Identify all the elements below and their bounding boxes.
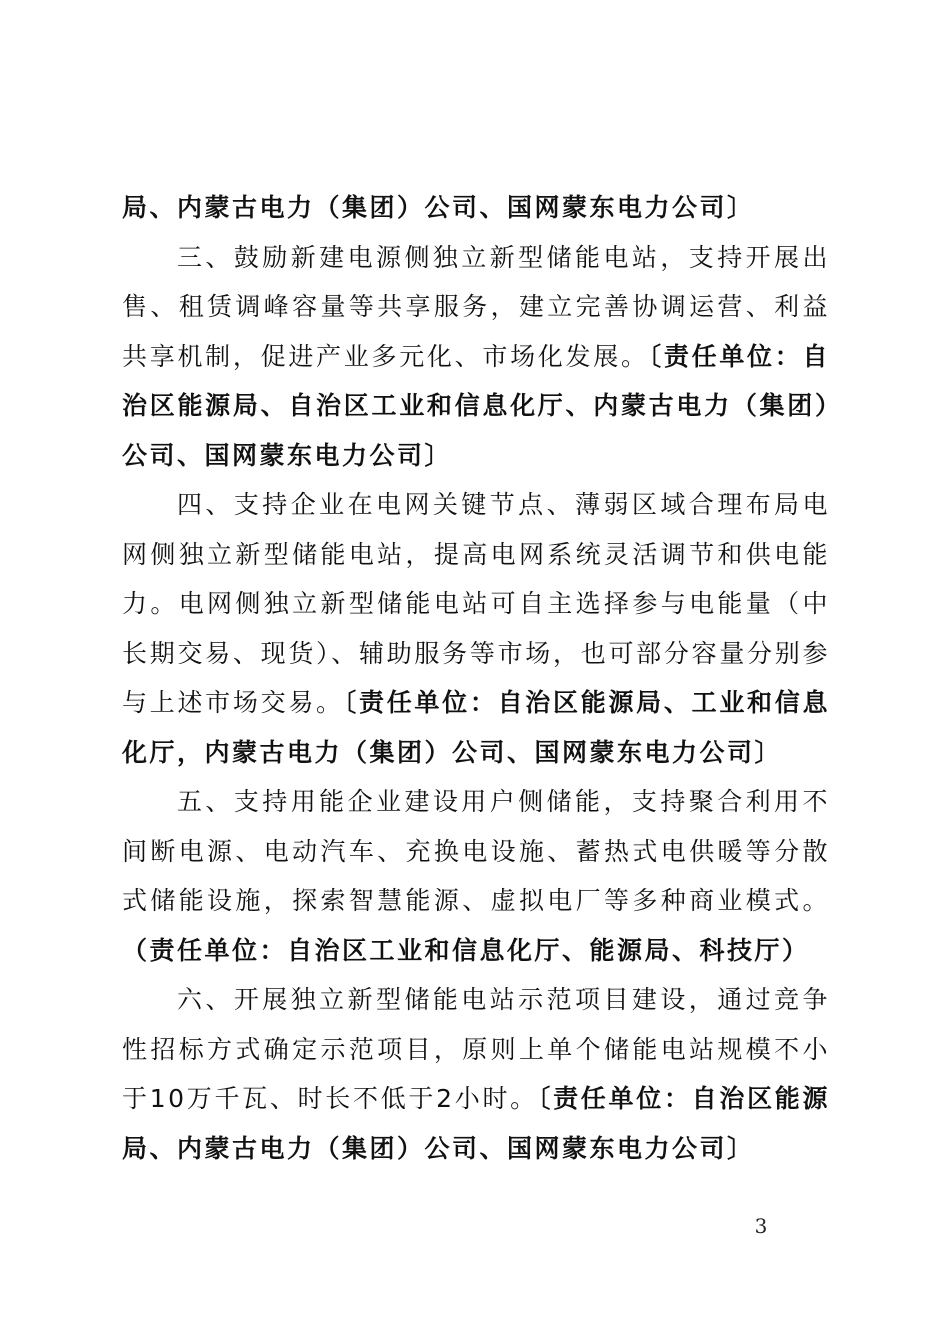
paragraph-item-3 [122,233,830,481]
paragraph-item-4 [122,480,830,777]
responsible-units: 〔责任单位：自治区能源局、自治区工业和信息化厅、内蒙古电力（集团）公司、国网蒙东电力公司〕 [122,341,830,470]
paragraph-text: 三、鼓励新建电源侧独立新型储能电站，支持开展出售、租赁调峰容量等共享服务，建立完善协调运营、利益共享机制，促进产业多元化、市场化发展。 [122,242,830,371]
paragraph-continuation [122,183,830,233]
responsible-units: 〔责任单位：自治区能源局、内蒙古电力（集团）公司、国网蒙东电力公司〕 [122,1084,830,1163]
paragraph-item-5 [122,777,830,975]
responsible-units: 局、内蒙古电力（集团）公司、国网蒙东电力公司〕 [122,193,755,222]
body-text [122,183,830,1173]
responsible-units: 〔责任单位：自治区能源局、工业和信息化厅，内蒙古电力（集团）公司、国网蒙东电力公司〕 [122,688,830,767]
paragraph-item-6 [122,975,830,1173]
page-number: 3 [754,1214,768,1238]
paragraph-text: 五、支持用能企业建设用户侧储能，支持聚合利用不间断电源、电动汽车、充换电设施、蓄热式电供暖等分散式储能设施，探索智慧能源、虚拟电厂等多种商业模式。 [122,787,830,915]
responsible-units: （责任单位：自治区工业和信息化厅、能源局、科技厅） [122,935,810,965]
paragraph-text: 六、开展独立新型储能电站示范项目建设，通过竞争性招标方式确定示范项目，原则上单个储能电站规模不小于10万千瓦、时长不低于2小时。 [122,985,830,1113]
paragraph-text: 四、支持企业在电网关键节点、薄弱区域合理布局电网侧独立新型储能电站，提高电网系统灵活调节和供电能力。电网侧独立新型储能电站可自主选择参与电能量（中长期交易、现货）、辅助服务等市场，也可部分容量分别参与上述市场交易。 [122,490,830,717]
